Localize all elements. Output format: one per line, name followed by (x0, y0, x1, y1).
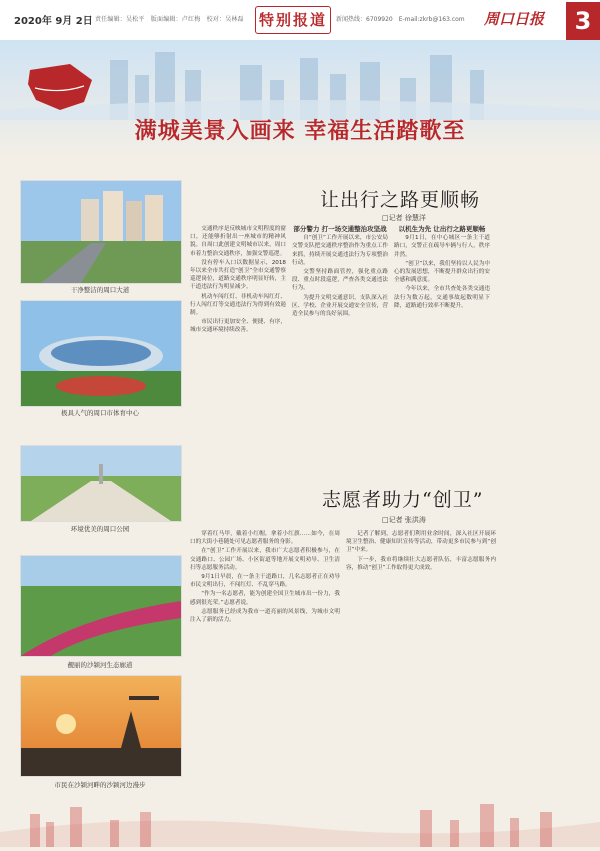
article-paragraph: 志愿服务已经成为我市一道亮丽的风景线，为城市文明注入了新的活力。 (190, 608, 340, 624)
article-paragraph: 交通秩序是反映城市文明程度的窗口，还能够折射出一座城市的精神风貌。自周口此创建文明城市以来，周口市着力整治交通秩序，加强交警巡逻。 (190, 226, 286, 257)
article-column (190, 530, 340, 785)
article-paragraph: 在“创卫”工作开展以来，我市广大志愿者积极参与，在交通路口、公园广场、小区街道等地开展文明劝导、卫生清扫等志愿服务活动。 (190, 548, 340, 571)
hotline: 新闻热线：6709920 E-mail:zkrb@163.com (336, 16, 465, 23)
article-paragraph: “创卫”以来，我们坚持以人民为中心的发展思想，不断提升群众出行的安全感和满意度。 (394, 260, 490, 284)
article-paragraph: 自“创卫”工作开展以来，市公安局交警支队把交通秩序整治作为重点工作来抓，持续开展交通违法行为专项整治行动。 (292, 235, 388, 266)
article-paragraph: 9月1日早晨，在一条主干道路口，几名志愿者正在劝导市民文明出行，不闯红灯、不乱穿马路。 (190, 574, 340, 589)
editors-line: 责任编辑：吴松平 版面编辑：卢红梅 校对：吴林磊 (95, 16, 244, 23)
photo-caption: 市民在沙颍河畔的沙颍河边漫步 (54, 781, 146, 789)
page-headline: 满城美景入画来 幸福生活踏歌至 (134, 118, 466, 144)
newspaper-logo: 周口日报 (484, 10, 545, 28)
article-paragraph: 9月1日，在中心城区一条主干道路口，交警正在疏导车辆与行人，秩序井然。 (394, 235, 490, 258)
photo-zhoukou-avenue (20, 180, 182, 284)
photo-caption: 靓丽的沙颍河生态廊道 (67, 661, 133, 669)
article-paragraph: 下一步，我市将继续壮大志愿者队伍，丰富志愿服务内容，推动“创卫”工作取得更大成效。 (346, 556, 496, 571)
article-subhead: 以机生为先 让出行之路更顺畅 (398, 225, 486, 233)
article-title: 让出行之路更顺畅 (320, 189, 481, 211)
article-paragraph: 为提升文明交通意识，支队深入社区、学校、企业开展交通安全宣传，营造全民参与的良好氛围。 (292, 294, 388, 318)
article-paragraph: 交警坚持路面管控，强化重点路段、重点时段巡逻，严查各类交通违法行为。 (292, 269, 388, 292)
article-paragraph: 机动车闯红灯、非机动车闯红灯、行人闯红灯等交通违法行为得到有效遏制。 (190, 293, 286, 317)
photo-caption: 环境优美的周口公园 (70, 525, 130, 533)
article-paragraph: 没有停车入口以数据显示，2018年以来全市共打造“创卫”全市交通警察巡逻岗位，道路交通秩序明显好转，主干道违法行为明显减少。 (190, 259, 286, 291)
photo-river-corridor (20, 555, 182, 657)
article-paragraph: 穿着红马甲，戴着小红帽，拿着小红旗……如今，在周口的大街小巷随处可见志愿者服务的身影。 (190, 531, 340, 546)
article-title: 志愿者助力“创卫” (322, 489, 484, 511)
article-paragraph: 记者了解到，志愿者们利用业余时间，深入社区开展环境卫生整治、健康知识宣传等活动，带动更多市民参与到“创卫”中来。 (346, 531, 496, 554)
page-header (0, 0, 600, 40)
photo-caption: 极具人气的周口市体育中心 (61, 409, 139, 417)
article-paragraph: 今年以来，全市共查处各类交通违法行为数万起，交通事故起数明显下降，道路通行效率不断提升。 (394, 286, 490, 309)
article-subhead: 部分警力 打一场交通整治攻坚战 (293, 225, 387, 233)
page-number: 3 (566, 2, 600, 40)
article-column (394, 225, 490, 465)
article-column (292, 225, 388, 465)
article-column (190, 225, 286, 465)
footer-decoration (0, 792, 600, 847)
photo-zhoukou-park (20, 445, 182, 522)
section-title: 特别报道 (255, 6, 331, 34)
article-paragraph: 市民出行更加安全、便捷、有序，城市交通环境持续改善。 (190, 319, 286, 334)
article-byline: □记者 徐慧洋 (382, 214, 426, 222)
article-paragraph: “作为一名志愿者，能为创建全国卫生城市出一份力，我感到很光荣。”志愿者说。 (190, 591, 340, 606)
article-byline: □记者 张洪涛 (382, 516, 426, 524)
article-column (346, 530, 496, 785)
photo-riverside-sunset (20, 675, 182, 777)
issue-date: 2020年 9月 2日 (14, 16, 93, 27)
photo-caption: 干净整洁的周口大道 (70, 286, 130, 294)
photo-sports-center (20, 300, 182, 407)
